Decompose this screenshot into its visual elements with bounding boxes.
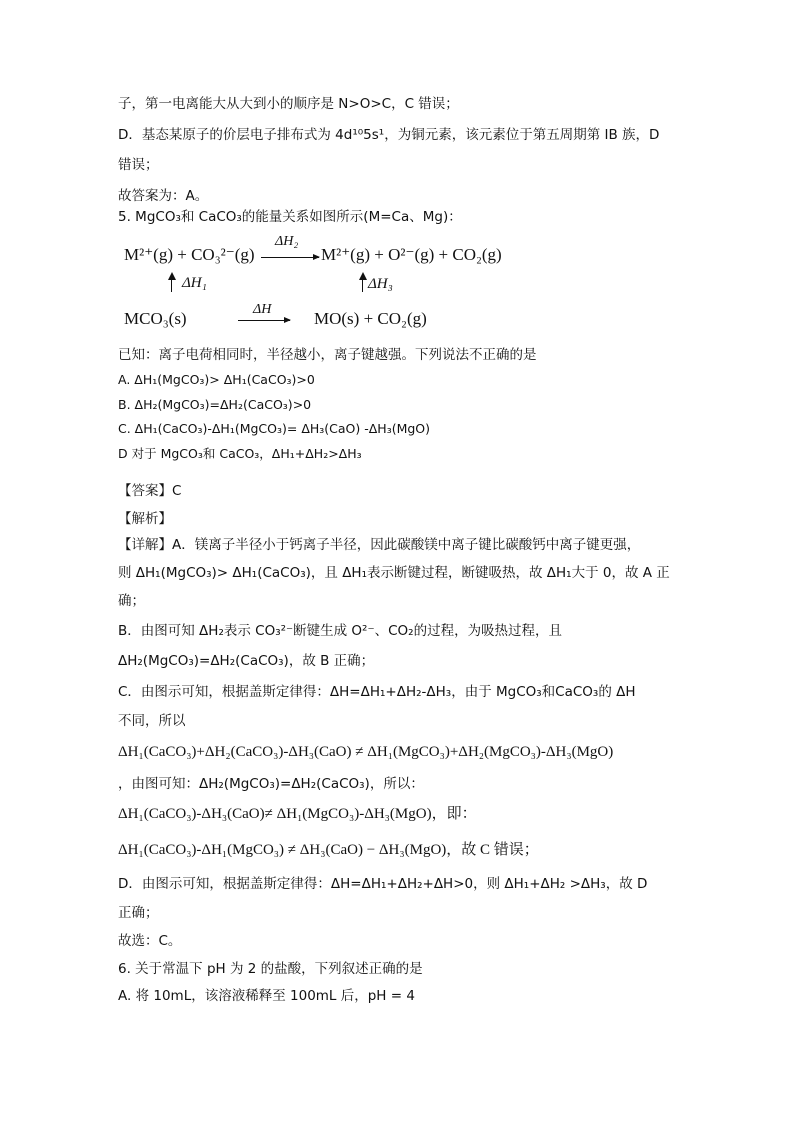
label-dh3: ΔH₃ — [368, 276, 393, 292]
explanation-line: B．由图可知 ΔH₂表示 CO₃²⁻断键生成 O²⁻、CO₂的过程，为吸热过程，且 — [118, 623, 563, 639]
option-a: A. ΔH₁(MgCO₃)> ΔH₁(CaCO₃)>0 — [118, 372, 315, 387]
explanation-line: 则 ΔH₁(MgCO₃)> ΔH₁(CaCO₃)，且 ΔH₁表示断键过程，断键吸热，故 ΔH₁大于 0，故 A 正 — [118, 565, 670, 581]
question-6-stem: 6. 关于常温下 pH 为 2 的盐酸，下列叙述正确的是 — [118, 961, 423, 977]
equation-line: ΔH₁(CaCO₃)-ΔH₃(CaO)≠ ΔH₁(MgCO₃)-ΔH₃(MgO)，即： — [118, 806, 477, 822]
analysis-label: 【解析】 — [118, 511, 172, 527]
option-b: B. ΔH₂(MgCO₃)=ΔH₂(CaCO₃)>0 — [118, 397, 312, 412]
question-5-stem: 5. MgCO₃和 CaCO₃的能量关系如图所示(M=Ca、Mg)： — [118, 209, 462, 225]
arrow-dh1 — [171, 274, 172, 292]
arrow-dh3 — [362, 274, 363, 292]
label-dh: ΔH — [253, 302, 272, 317]
answer: 【答案】C — [118, 483, 182, 499]
arrow-dh — [238, 320, 290, 321]
explanation-line: 不同，所以 — [118, 713, 186, 729]
scheme-top-left: M²⁺(g) + CO₃²⁻(g) — [124, 245, 255, 264]
option-d: D 对于 MgCO₃和 CaCO₃，ΔH₁+ΔH₂>ΔH₃ — [118, 446, 362, 461]
equation-line: ΔH₁(CaCO₃)-ΔH₁(MgCO₃) ≠ ΔH₃(CaO) − ΔH₃(MgO)，故 C 错误； — [118, 842, 539, 858]
explanation-line: C．由图示可知，根据盖斯定律得：ΔH=ΔH₁+ΔH₂-ΔH₃，由于 MgCO₃和CaCO₃的 ΔH — [118, 684, 636, 700]
explanation-line: 故选：C。 — [118, 933, 182, 949]
energy-scheme — [118, 234, 538, 334]
scheme-top-right: M²⁺(g) + O²⁻(g) + CO₂(g) — [321, 245, 502, 264]
question-5-condition: 已知：离子电荷相同时，半径越小，离子键越强。下列说法不正确的是 — [118, 347, 537, 363]
explanation-line: ΔH₂(MgCO₃)=ΔH₂(CaCO₃)，故 B 正确； — [118, 653, 375, 669]
explanation-line: 【详解】A．镁离子半径小于钙离子半径，因此碳酸镁中离子键比碳酸钙中离子键更强， — [118, 537, 641, 553]
explanation-line: ，由图可知：ΔH₂(MgCO₃)=ΔH₂(CaCO₃)，所以： — [118, 776, 424, 792]
label-dh1: ΔH₁ — [182, 275, 207, 291]
arrow-dh2 — [261, 257, 319, 258]
label-dh2: ΔH₂ — [275, 234, 299, 249]
text-line: D．基态某原子的价层电子排布式为 4d¹⁰5s¹，为铜元素，该元素位于第五周期第 IB 族，D — [118, 127, 660, 143]
question-6-option-a: A. 将 10mL，该溶液稀释至 100mL 后，pH = 4 — [118, 988, 415, 1004]
text-line: 故答案为：A。 — [118, 188, 209, 204]
text-line: 错误； — [118, 157, 159, 173]
option-c: C. ΔH₁(CaCO₃)-ΔH₁(MgCO₃)= ΔH₃(CaO) -ΔH₃(MgO) — [118, 421, 431, 436]
scheme-bottom-left: MCO₃(s) — [124, 309, 187, 328]
text-line: 子，第一电离能大从大到小的顺序是 N>O>C，C 错误； — [118, 96, 459, 112]
explanation-line: 正确； — [118, 905, 159, 921]
scheme-bottom-right: MO(s) + CO₂(g) — [314, 309, 427, 328]
explanation-line: 确； — [118, 593, 145, 609]
equation-line: ΔH₁(CaCO₃)+ΔH₂(CaCO₃)-ΔH₃(CaO) ≠ ΔH₁(MgCO₃)+ΔH₂(MgCO₃)-ΔH₃(MgO) — [118, 744, 614, 760]
explanation-line: D．由图示可知，根据盖斯定律得：ΔH=ΔH₁+ΔH₂+ΔH>0，则 ΔH₁+ΔH₂ >ΔH₃，故 D — [118, 876, 648, 892]
